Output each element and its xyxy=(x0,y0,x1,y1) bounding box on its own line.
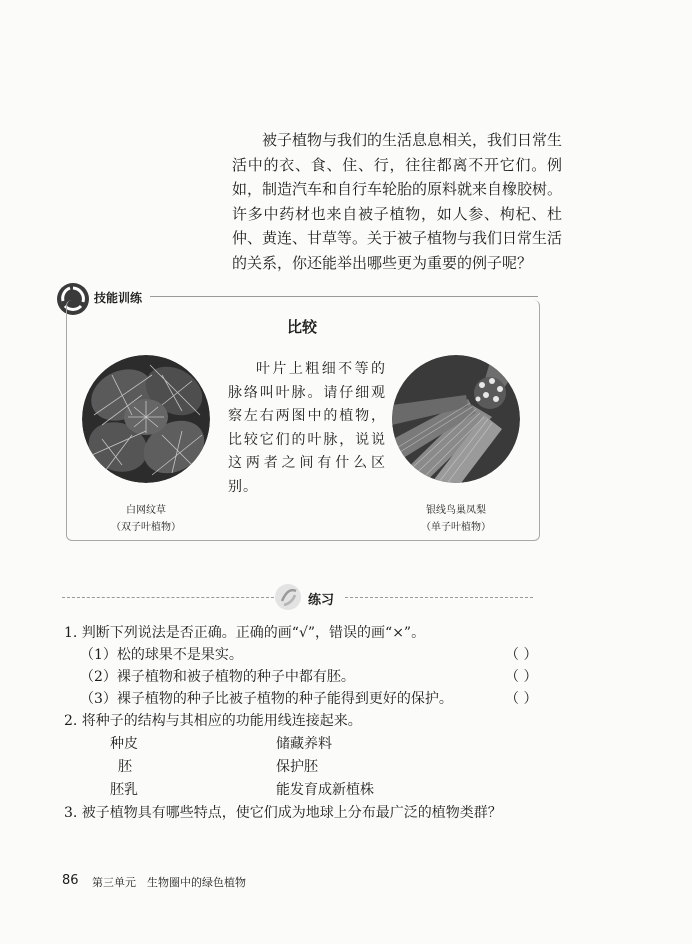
question-2: 2. 将种子的结构与其相应的功能用线连接起来。 xyxy=(64,713,362,729)
q1-item-1: （1）松的球果不是果实。 xyxy=(80,647,243,663)
fittonia-photo xyxy=(82,355,210,483)
right-caption xyxy=(392,502,520,536)
question-3: 3. 被子植物具有哪些特点，使它们成为地球上分布最广泛的植物类群？ xyxy=(64,805,502,821)
box-title: 比较 xyxy=(286,318,317,336)
divider xyxy=(150,296,538,297)
q1-item-1-answer: （ ） xyxy=(505,647,538,663)
function-item: 能发育成新植株 xyxy=(276,782,374,798)
intro-paragraph xyxy=(232,128,562,275)
question-1: 1. 判断下列说法是否正确。正确的画“√”，错误的画“×”。 xyxy=(64,625,426,641)
divider xyxy=(345,597,533,598)
right-caption-type: （单子叶植物） xyxy=(421,522,491,533)
function-item: 储藏养料 xyxy=(276,736,332,752)
box-text xyxy=(228,358,386,499)
unit-title: 第三单元 生物圈中的绿色植物 xyxy=(92,876,246,889)
left-caption-type: （双子叶植物） xyxy=(111,522,181,533)
q1-item-2: （2）裸子植物和被子植物的种子中都有胚。 xyxy=(80,669,355,685)
right-caption-name: 银线鸟巢凤梨 xyxy=(426,505,486,516)
intro-text: 被子植物与我们的生活息息相关，我们日常生活中的衣、食、住、行，往往都离不开它们。例如，制造汽车和自行车轮胎的原料就来自橡胶树。许多中药材也来自被子植物，如人参、枸杞、杜仲、黄连、甘草等。关于被子植物与我们日常生活的关系，你还能举出哪些更为重要的例子呢？ xyxy=(232,131,563,272)
function-item: 保护胚 xyxy=(276,759,318,775)
structure-item: 胚乳 xyxy=(110,782,138,798)
left-caption-name: 白网纹草 xyxy=(126,505,166,516)
practice-title: 练习 xyxy=(308,593,335,608)
q1-item-3: （3）裸子植物的种子比被子植物的种子能得到更好的保护。 xyxy=(80,691,453,707)
practice-icon xyxy=(274,583,302,611)
page-number: 86 xyxy=(62,873,79,888)
q1-item-2-answer: （ ） xyxy=(505,669,538,685)
divider xyxy=(62,597,274,598)
bromeliad-photo xyxy=(392,355,520,483)
skill-section-title: 技能训练 xyxy=(94,291,143,305)
left-caption xyxy=(82,502,210,536)
box-paragraph: 叶片上粗细不等的脉络叫叶脉。请仔细观察左右两图中的植物，比较它们的叶脉，说说这两者之间有什么区别。 xyxy=(228,361,386,495)
structure-item: 胚 xyxy=(118,759,132,775)
q1-item-3-answer: （ ） xyxy=(505,691,538,707)
structure-item: 种皮 xyxy=(110,736,138,752)
